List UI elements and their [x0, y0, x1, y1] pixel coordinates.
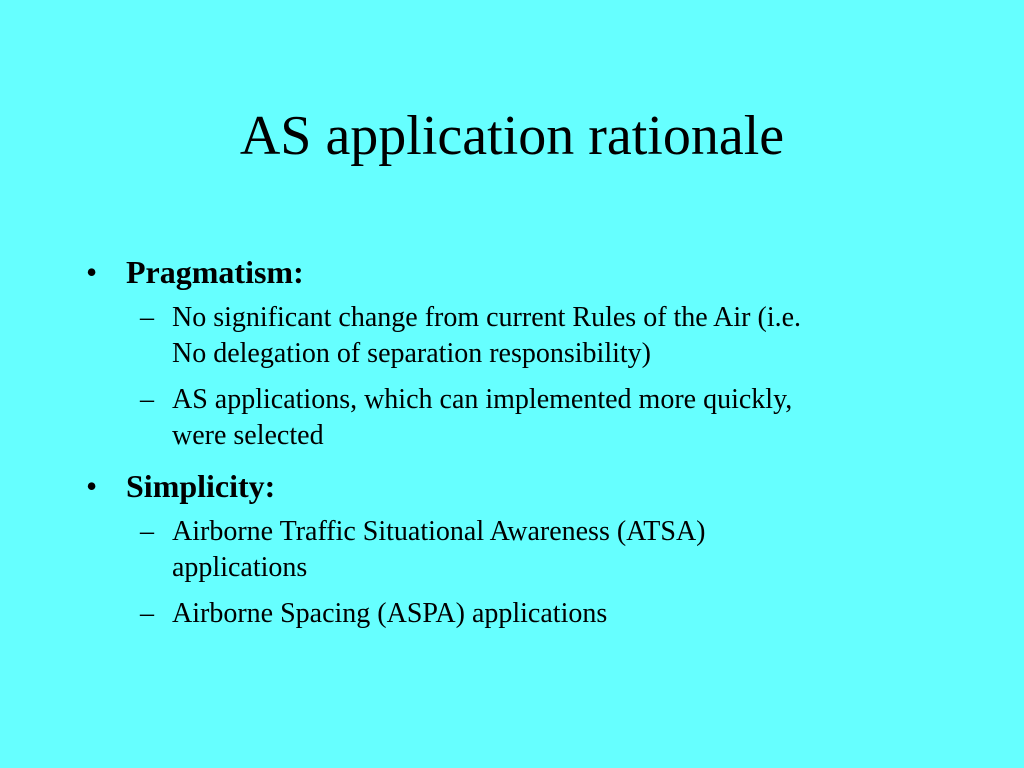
sub-item-as-applications: [86, 382, 966, 454]
sub-item-line-2: were selected: [172, 420, 324, 451]
sub-item-line-1: AS applications, which can implemented more quickly,: [172, 384, 793, 415]
sub-item-line-1: Airborne Traffic Situational Awareness (ATSA): [172, 516, 706, 547]
sub-item-atsa: [86, 514, 966, 586]
bullet-icon: •: [86, 468, 98, 504]
dash-icon: –: [140, 384, 154, 415]
bullet-heading-pragmatism: Pragmatism:: [126, 254, 304, 290]
sub-item-line-2: applications: [172, 552, 308, 583]
slide-title: AS application rationale: [239, 105, 785, 167]
slide-content: [86, 250, 966, 642]
sub-item-line-2: No delegation of separation responsibility): [172, 338, 651, 369]
bullet-pragmatism: [86, 250, 966, 294]
pragmatism-sub-list: [86, 300, 966, 454]
dash-icon: –: [140, 516, 154, 547]
dash-icon: –: [140, 598, 154, 629]
sub-item-line-1: No significant change from current Rules of the Air (i.e.: [172, 302, 802, 333]
bullet-heading-simplicity: Simplicity:: [126, 468, 276, 504]
sub-item-aspa: [86, 596, 966, 632]
sub-item-line-1: Airborne Spacing (ASPA) applications: [172, 598, 608, 629]
bullet-simplicity: [86, 464, 966, 508]
simplicity-sub-list: [86, 514, 966, 632]
sub-item-rules-of-air: [86, 300, 966, 372]
dash-icon: –: [140, 302, 154, 333]
bullet-icon: •: [86, 254, 98, 290]
